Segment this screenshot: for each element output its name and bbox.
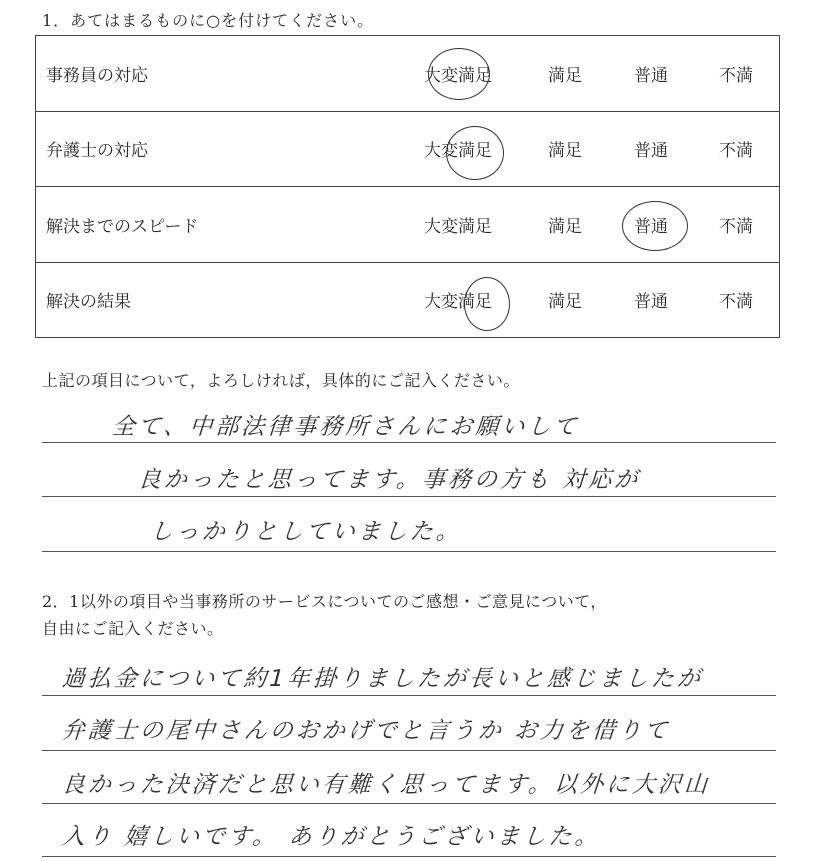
option-satisfied[interactable]: 満足 [548, 292, 582, 313]
writing-line [42, 442, 776, 443]
handwritten-line: 入り 嬉しいです。 ありがとうございました。 [60, 824, 602, 850]
question-2-prompt: 2．1以外の項目や当事務所のサービスについてのご感想・ご意見について， [42, 592, 607, 611]
handwritten-line: 弁護士の尾中さんのおかげでと言うか お力を借りて [60, 718, 672, 744]
row-label: 弁護士の対応 [46, 141, 148, 162]
comment-1-prompt: 上記の項目について，よろしければ，具体的にご記入ください。 [42, 371, 520, 390]
option-very-satisfied[interactable]: 大変満足 [424, 65, 492, 86]
handwritten-line: 良かったと思ってます。事務の方も 対応が [136, 467, 642, 493]
option-satisfied[interactable]: 満足 [548, 65, 582, 86]
option-dissatisfied[interactable]: 不満 [719, 292, 753, 313]
option-dissatisfied[interactable]: 不満 [719, 216, 753, 237]
table-row [36, 263, 779, 338]
writing-line [42, 551, 776, 552]
satisfaction-table [35, 35, 780, 338]
row-label: 事務員の対応 [46, 65, 148, 86]
option-very-satisfied[interactable]: 大変満足 [424, 141, 492, 162]
table-row [36, 112, 779, 188]
option-average[interactable]: 普通 [634, 65, 668, 86]
option-satisfied[interactable]: 満足 [548, 141, 582, 162]
handwritten-line: しっかりとしていました。 [148, 519, 463, 545]
option-average[interactable]: 普通 [634, 216, 668, 237]
writing-line [42, 803, 776, 804]
option-satisfied[interactable]: 満足 [548, 216, 582, 237]
table-row [36, 36, 779, 112]
question-1-title: 1．あてはまるものに○を付けてください。 [42, 11, 375, 30]
option-dissatisfied[interactable]: 不満 [719, 141, 753, 162]
row-label: 解決までのスピード [46, 216, 199, 237]
row-label: 解決の結果 [46, 292, 131, 313]
option-very-satisfied[interactable]: 大変満足 [424, 216, 492, 237]
question-2-prompt-cont: 自由にご記入ください。 [42, 619, 224, 638]
option-average[interactable]: 普通 [634, 141, 668, 162]
option-very-satisfied[interactable]: 大変満足 [424, 292, 492, 313]
handwritten-line: 過払金について約1年掛りましたが長いと感じましたが [60, 666, 704, 692]
writing-line [42, 496, 776, 497]
handwritten-line: 全て、中部法律事務所さんにお願いして [110, 414, 581, 440]
option-dissatisfied[interactable]: 不満 [719, 65, 753, 86]
handwritten-line: 良かった決済だと思い有難く思ってます。以外に大沢山 [60, 772, 711, 798]
table-row [36, 187, 779, 263]
writing-line [42, 695, 776, 696]
option-average[interactable]: 普通 [634, 292, 668, 313]
writing-line [42, 856, 776, 857]
writing-line [42, 750, 776, 751]
